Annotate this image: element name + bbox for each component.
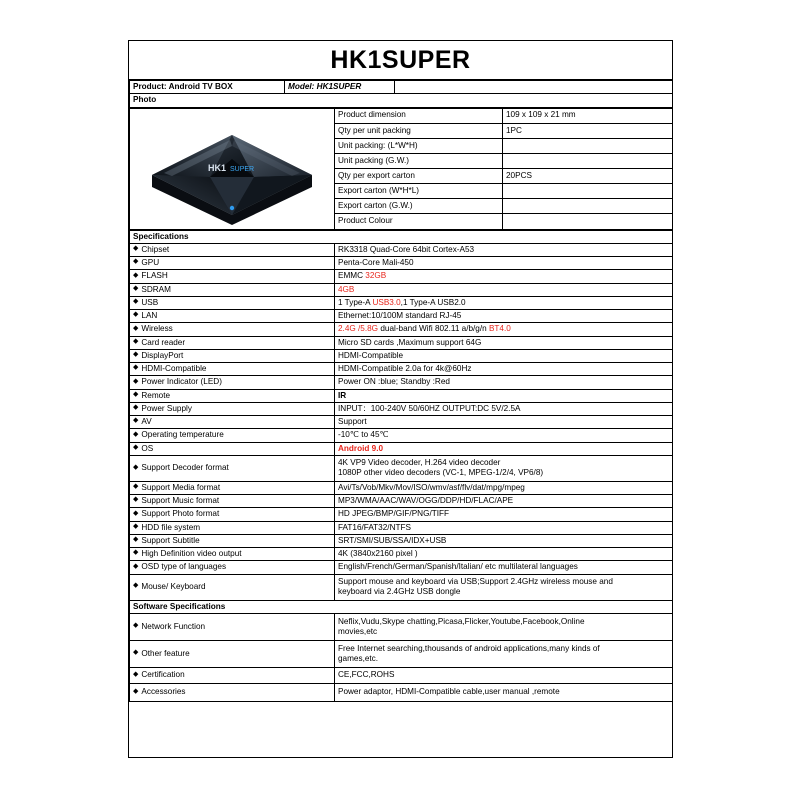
spec-value xyxy=(335,640,673,667)
photo-table xyxy=(129,108,673,230)
spec-label: ◆ Support Photo format xyxy=(130,508,335,521)
software-specifications-header xyxy=(130,600,673,613)
diamond-icon: ◆ xyxy=(133,351,139,359)
diamond-icon: ◆ xyxy=(133,582,139,590)
photo-spec-label: Export carton (W*H*L) xyxy=(335,184,503,199)
diamond-icon: ◆ xyxy=(133,311,139,319)
spec-label: ◆ AV xyxy=(130,416,335,429)
spec-value: MP3/WMA/AAC/WAV/OGG/DDP/HD/FLAC/APE xyxy=(335,495,673,508)
spec-row-decoder-format xyxy=(130,455,673,481)
spec-value xyxy=(335,574,673,600)
software-specifications-heading: Software Specifications xyxy=(130,600,673,613)
model-label: Model: HK1SUPER xyxy=(285,81,395,94)
spec-row-usb xyxy=(130,296,673,309)
spec-row-mouse-keyboard xyxy=(130,574,673,600)
spec-value-highlight: 2.4G /5.8G xyxy=(338,324,379,334)
spec-label: ◆ SDRAM xyxy=(130,283,335,296)
spec-row-music-format xyxy=(130,495,673,508)
spec-value: Penta-Core Mali-450 xyxy=(335,257,673,270)
product-label: Product: Android TV BOX xyxy=(130,81,285,94)
spec-row-displayport xyxy=(130,349,673,362)
spec-value: IR xyxy=(335,389,673,402)
spec-value: Micro SD cards ,Maximum support 64G xyxy=(335,336,673,349)
spec-value xyxy=(335,613,673,640)
page-title: HK1SUPER xyxy=(330,45,471,74)
spec-row-flash xyxy=(130,270,673,283)
photo-spec-value xyxy=(503,184,673,199)
diamond-icon: ◆ xyxy=(133,622,139,630)
specifications-heading: Specifications xyxy=(130,230,673,243)
spec-label: ◆ DisplayPort xyxy=(130,349,335,362)
spec-label: ◆ Wireless xyxy=(130,323,335,336)
spec-label: ◆ HDMI-Compatible xyxy=(130,363,335,376)
spec-row-chipset xyxy=(130,243,673,256)
spec-value: HD JPEG/BMP/GIF/PNG/TIFF xyxy=(335,508,673,521)
spec-label: ◆ Card reader xyxy=(130,336,335,349)
photo-spec-label: Qty per unit packing xyxy=(335,123,503,138)
software-row-other-feature xyxy=(130,640,673,667)
photo-spec-label: Unit packing (G.W.) xyxy=(335,153,503,168)
spec-row-hdmi xyxy=(130,363,673,376)
spec-label: ◆ Power Indicator (LED) xyxy=(130,376,335,389)
spec-row-remote xyxy=(130,389,673,402)
spec-value-line2: games,etc. xyxy=(338,653,379,663)
diamond-icon: ◆ xyxy=(133,522,139,530)
diamond-icon: ◆ xyxy=(133,284,139,292)
spec-label: ◆ Remote xyxy=(130,389,335,402)
title-bar xyxy=(129,41,672,80)
spec-label: ◆ LAN xyxy=(130,310,335,323)
spec-value: HDMI-Compatible 2.0a for 4k@60Hz xyxy=(335,363,673,376)
spec-row-os xyxy=(130,442,673,455)
spec-value-highlight-2: BT4.0 xyxy=(488,324,511,334)
spec-label: ◆ FLASH xyxy=(130,270,335,283)
diamond-icon: ◆ xyxy=(133,549,139,557)
spec-value-line1: Support mouse and keyboard via USB;Support 2.4GHz wireless mouse and xyxy=(338,576,613,586)
spec-value: FAT16/FAT32/NTFS xyxy=(335,521,673,534)
photo-section-header xyxy=(130,94,673,107)
product-model-row xyxy=(130,81,673,94)
spec-value-highlight: 32GB xyxy=(365,271,387,281)
diamond-icon: ◆ xyxy=(133,271,139,279)
spec-value-highlight: 4GB xyxy=(338,284,355,294)
spec-value-line1: 4K VP9 Video decoder, H.264 video decoder xyxy=(338,458,501,467)
software-row-certification xyxy=(130,667,673,683)
spec-value-highlight: USB3.0 xyxy=(372,297,401,307)
spec-label: ◆ Chipset xyxy=(130,243,335,256)
spec-row-photo-format xyxy=(130,508,673,521)
spec-label: ◆ Support Subtitle xyxy=(130,534,335,547)
spec-value: 2.4G /5.8G dual-band Wifi 802.11 a/b/g/n BT4.0 xyxy=(335,323,673,336)
diamond-icon: ◆ xyxy=(133,245,139,253)
diamond-icon: ◆ xyxy=(133,649,139,657)
spec-label: ◆ Network Function xyxy=(130,613,335,640)
svg-text:SUPER: SUPER xyxy=(230,165,255,173)
diamond-icon: ◆ xyxy=(133,337,139,345)
diamond-icon: ◆ xyxy=(133,496,139,504)
spec-value xyxy=(335,455,673,481)
diamond-icon: ◆ xyxy=(133,463,139,471)
spec-label: ◆ Certification xyxy=(130,667,335,683)
header-table xyxy=(129,80,673,108)
spec-label: ◆ GPU xyxy=(130,257,335,270)
spec-value: RK3318 Quad-Core 64bit Cortex-A53 xyxy=(335,243,673,256)
spec-value-line1: Neflix,Vudu,Skype chatting,Picasa,Flicker,Youtube,Facebook,Online xyxy=(338,616,585,626)
spec-row-osd-languages xyxy=(130,561,673,574)
photo-spec-label: Product dimension xyxy=(335,108,503,123)
spec-row-power-indicator xyxy=(130,376,673,389)
specifications-header xyxy=(130,230,673,243)
diamond-icon: ◆ xyxy=(133,670,139,678)
spec-value: EMMC 32GB xyxy=(335,270,673,283)
spec-row-media-format xyxy=(130,481,673,494)
photo-spec-label: Export carton (G.W.) xyxy=(335,199,503,214)
diamond-icon: ◆ xyxy=(133,390,139,398)
photo-section-label: Photo xyxy=(130,94,673,107)
spec-value: HDMI-Compatible xyxy=(335,349,673,362)
header-blank xyxy=(395,81,673,94)
spec-value xyxy=(335,442,673,455)
spec-value: English/French/German/Spanish/Italian/ etc multilateral languages xyxy=(335,561,673,574)
photo-spec-value: 109 x 109 x 21 mm xyxy=(503,108,673,123)
photo-spec-value xyxy=(503,199,673,214)
spec-value-line2: movies,etc xyxy=(338,626,378,636)
spec-value-highlight: Android 9.0 xyxy=(338,443,384,453)
diamond-icon: ◆ xyxy=(133,687,139,695)
spec-label: ◆ Operating temperature xyxy=(130,429,335,442)
android-tv-box-image xyxy=(134,113,330,225)
spec-value-line2: keyboard via 2.4GHz USB dongle xyxy=(338,587,461,596)
spec-row-hdd-file-system xyxy=(130,521,673,534)
spec-row-wireless xyxy=(130,323,673,336)
photo-spec-value: 20PCS xyxy=(503,169,673,184)
spec-row-gpu xyxy=(130,257,673,270)
spec-value: -10℃ to 45℃ xyxy=(335,429,673,442)
spec-value: CE,FCC,ROHS xyxy=(335,667,673,683)
spec-label: ◆ HDD file system xyxy=(130,521,335,534)
photo-spec-label: Product Colour xyxy=(335,214,503,229)
spec-sheet xyxy=(128,40,673,758)
photo-spec-value xyxy=(503,214,673,229)
diamond-icon: ◆ xyxy=(133,364,139,372)
spec-label: ◆ Support Music format xyxy=(130,495,335,508)
spec-label: ◆ Other feature xyxy=(130,640,335,667)
spec-row-sdram xyxy=(130,283,673,296)
spec-row-operating-temperature xyxy=(130,429,673,442)
spec-label: ◆ Accessories xyxy=(130,683,335,701)
spec-row-video-output xyxy=(130,548,673,561)
spec-value: Ethernet:10/100M standard RJ-45 xyxy=(335,310,673,323)
diamond-icon: ◆ xyxy=(133,562,139,570)
spec-value: 4K (3840x2160 pixel ) xyxy=(335,548,673,561)
spec-label: ◆ Support Media format xyxy=(130,481,335,494)
spec-row-subtitle xyxy=(130,534,673,547)
diamond-icon: ◆ xyxy=(133,258,139,266)
diamond-icon: ◆ xyxy=(133,324,139,332)
spec-label: ◆ High Definition video output xyxy=(130,548,335,561)
spec-value: INPUT：100-240V 50/60HZ OUTPUT:DC 5V/2.5A xyxy=(335,402,673,415)
specifications-table xyxy=(129,230,673,702)
diamond-icon: ◆ xyxy=(133,483,139,491)
svg-text:HK1: HK1 xyxy=(208,162,227,173)
diamond-icon: ◆ xyxy=(133,430,139,438)
spec-label: ◆ USB xyxy=(130,296,335,309)
spec-value xyxy=(335,283,673,296)
diamond-icon: ◆ xyxy=(133,417,139,425)
photo-spec-value xyxy=(503,153,673,168)
spec-row-card-reader xyxy=(130,336,673,349)
spec-value: SRT/SMI/SUB/SSA/IDX+USB xyxy=(335,534,673,547)
diamond-icon: ◆ xyxy=(133,377,139,385)
spec-label: ◆ OSD type of languages xyxy=(130,561,335,574)
spec-value: Support xyxy=(335,416,673,429)
diamond-icon: ◆ xyxy=(133,509,139,517)
spec-value-line1: Free Internet searching,thousands of android applications,many kinds of xyxy=(338,643,600,653)
spec-value-line2: 1080P other video decoders (VC-1, MPEG-1/2/4, VP6/8) xyxy=(338,468,544,478)
spec-value: Power ON :blue; Standby :Red xyxy=(335,376,673,389)
spec-value: Power adaptor, HDMI-Compatible cable,user manual ,remote xyxy=(335,683,673,701)
spec-value: Avi/Ts/Vob/Mkv/Mov/ISO/wmv/asf/flv/dat/mpg/mpeg xyxy=(335,481,673,494)
spec-label: ◆ OS xyxy=(130,442,335,455)
spec-label: ◆ Mouse/ Keyboard xyxy=(130,574,335,600)
photo-spec-value xyxy=(503,138,673,153)
spec-label: ◆ Support Decoder format xyxy=(130,455,335,481)
diamond-icon: ◆ xyxy=(133,443,139,451)
diamond-icon: ◆ xyxy=(133,298,139,306)
software-row-accessories xyxy=(130,683,673,701)
photo-spec-label: Qty per export carton xyxy=(335,169,503,184)
diamond-icon: ◆ xyxy=(133,536,139,544)
diamond-icon: ◆ xyxy=(133,404,139,412)
photo-spec-label: Unit packing: (L*W*H) xyxy=(335,138,503,153)
photo-spec-value: 1PC xyxy=(503,123,673,138)
spec-row-av xyxy=(130,416,673,429)
spec-row-power-supply xyxy=(130,402,673,415)
device-photo xyxy=(130,108,335,229)
spec-row-lan xyxy=(130,310,673,323)
spec-value: 1 Type-A USB3.0,1 Type-A USB2.0 xyxy=(335,296,673,309)
spec-label: ◆ Power Supply xyxy=(130,402,335,415)
software-row-network-function xyxy=(130,613,673,640)
